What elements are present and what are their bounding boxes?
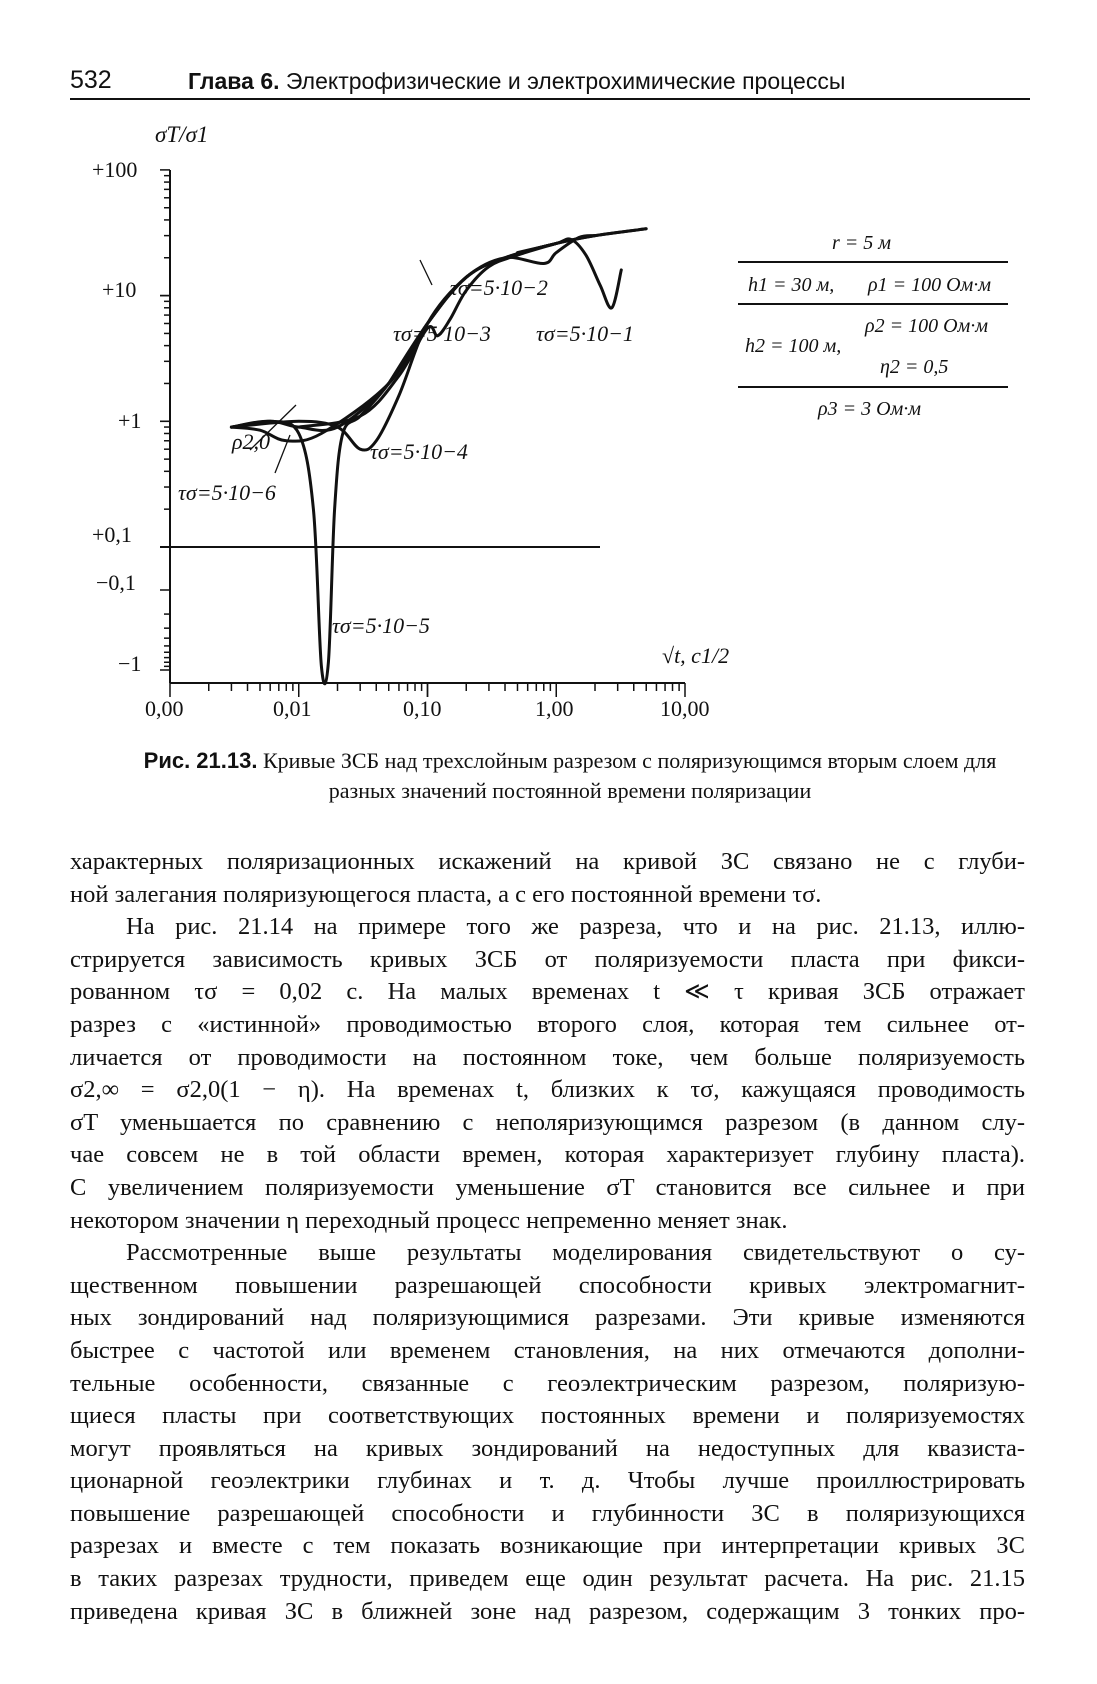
curve-label-tau-5e-1: τσ=5·10−1 — [536, 321, 634, 346]
text-line: Рассмотренные выше результаты моделирования свидетельствуют о су- — [126, 1239, 1025, 1267]
x-tick-label: 10,00 — [660, 696, 710, 721]
x-tick-label: 0,00 — [145, 696, 184, 721]
text-line: чае совсем не в той области времен, которая характеризует глубину пласта). — [70, 1141, 1025, 1169]
figure-graphic — [0, 105, 1097, 745]
text-line: личается от проводимости на постоянном токе, чем больше поляризуемость — [70, 1043, 1025, 1071]
text-line: быстрее с частотой или временем становления, на них отмечаются дополни- — [70, 1336, 1025, 1364]
text-line: повышение разрешающей способности и глубинности ЗС в поляризующихся — [70, 1499, 1025, 1527]
y-tick-label: +0,1 — [92, 522, 132, 547]
curve-label-tau-5e-2: τσ=5·10−2 — [450, 275, 548, 300]
text-line: разрез с «истинной» проводимостью второго слоя, которая тем сильнее от- — [70, 1010, 1025, 1038]
table-rho2: ρ2 = 100 Ом·м — [865, 315, 989, 337]
curve-label-tau-5e-5: τσ=5·10−5 — [332, 613, 430, 638]
curve-label-tau-5e-3: τσ=5·10−3 — [393, 321, 491, 346]
x-tick-label: 0,01 — [273, 696, 312, 721]
y-tick-label: +100 — [92, 157, 138, 182]
text-line: в таких разрезах трудности, приведем еще один результат расчета. На рис. 21.15 — [70, 1565, 1025, 1593]
text-line: ной залегания поляризующегося пласта, а с его постоянной времени τσ. — [70, 880, 822, 908]
x-tick-label: 0,10 — [403, 696, 442, 721]
x-tick-label: 1,00 — [535, 696, 574, 721]
text-line: щественном повышении разрешающей способности кривых электромагнит- — [70, 1271, 1025, 1299]
text-line: ционарной геоэлектрики глубинах и т. д. Чтобы лучше проиллюстрировать — [70, 1467, 1025, 1495]
text-line: стрируется зависимость кривых ЗСБ от поляризуемости пласта при фикси- — [70, 945, 1025, 973]
text-line: разрезах и вместе с тем показать возникающие при интерпретации кривых ЗС — [70, 1532, 1025, 1560]
page-number: 532 — [70, 66, 112, 94]
text-line: ных зондирований над поляризующимися разрезами. Эти кривые изменяются — [70, 1304, 1025, 1332]
table-rho1: ρ1 = 100 Ом·м — [868, 274, 992, 296]
chapter-title: Электрофизические и электрохимические процессы — [285, 68, 846, 94]
figure-caption — [130, 746, 1010, 806]
curve-label-rho20: ρ2,0 — [232, 429, 271, 454]
y-tick-label: −0,1 — [96, 570, 136, 595]
y-tick-label: +1 — [118, 408, 142, 433]
table-r: r = 5 м — [832, 232, 892, 254]
model-table — [738, 232, 1008, 420]
text-line: На рис. 21.14 на примере того же разреза, что и на рис. 21.13, иллю- — [126, 913, 1025, 941]
caption-label: Рис. 21.13. — [143, 748, 258, 773]
text-line: σT уменьшается по сравнению с неполяризующимся разрезом (в данном слу- — [70, 1108, 1025, 1136]
running-head — [188, 68, 845, 95]
text-line: рованном τσ = 0,02 с. На малых временах t ≪ τ кривая ЗСБ отражает — [70, 978, 1025, 1006]
figure-21-13 — [0, 105, 1097, 745]
text-line: тельные особенности, связанные с геоэлектрическим разрезом, поляризую- — [70, 1369, 1025, 1397]
text-line: С увеличением поляризуемости уменьшение σT становится все сильнее и при — [70, 1173, 1025, 1201]
curve-label-tau-5e-4: τσ=5·10−4 — [370, 439, 468, 464]
curve-label-tau-5e-6: τσ=5·10−6 — [178, 480, 276, 505]
text-line: щиеся пласты при соответствующих постоянных времени и поляризуемостях — [70, 1402, 1025, 1430]
text-line: σ2,∞ = σ2,0(1 − η). На временах t, близких к τσ, кажущаяся проводимость — [70, 1076, 1025, 1104]
text-line: некотором значении η переходный процесс непременно меняет знак. — [70, 1206, 788, 1234]
leader-line — [420, 260, 432, 285]
table-h2: h2 = 100 м, — [745, 335, 842, 357]
y-axis-title: σT/σ1 — [155, 122, 209, 147]
table-rho3: ρ3 = 3 Ом·м — [818, 398, 922, 420]
curve-series-5 — [389, 236, 595, 384]
text-line: приведена кривая ЗС в ближней зоне над разрезом, содержащим 3 тонких про- — [70, 1597, 1025, 1625]
x-axis-title: √t, c1/2 — [662, 643, 730, 668]
text-line: характерных поляризационных искажений на кривой ЗС связано не с глуби- — [70, 848, 1025, 875]
y-tick-label: −1 — [118, 651, 142, 676]
caption-text: Кривые ЗСБ над трехслойным разрезом с поляризующимся вторым слоем для разных значений постоянной времени поляризации — [262, 748, 997, 803]
body-text — [70, 846, 1025, 1628]
running-header — [70, 58, 1030, 100]
y-tick-label: +10 — [102, 277, 137, 302]
text-line: могут проявляться на кривых зондирований на недоступных для квазиста- — [70, 1434, 1025, 1462]
table-h1: h1 = 30 м, — [748, 274, 835, 296]
chapter-label: Глава 6. — [188, 68, 280, 94]
table-eta2: η2 = 0,5 — [880, 356, 949, 378]
